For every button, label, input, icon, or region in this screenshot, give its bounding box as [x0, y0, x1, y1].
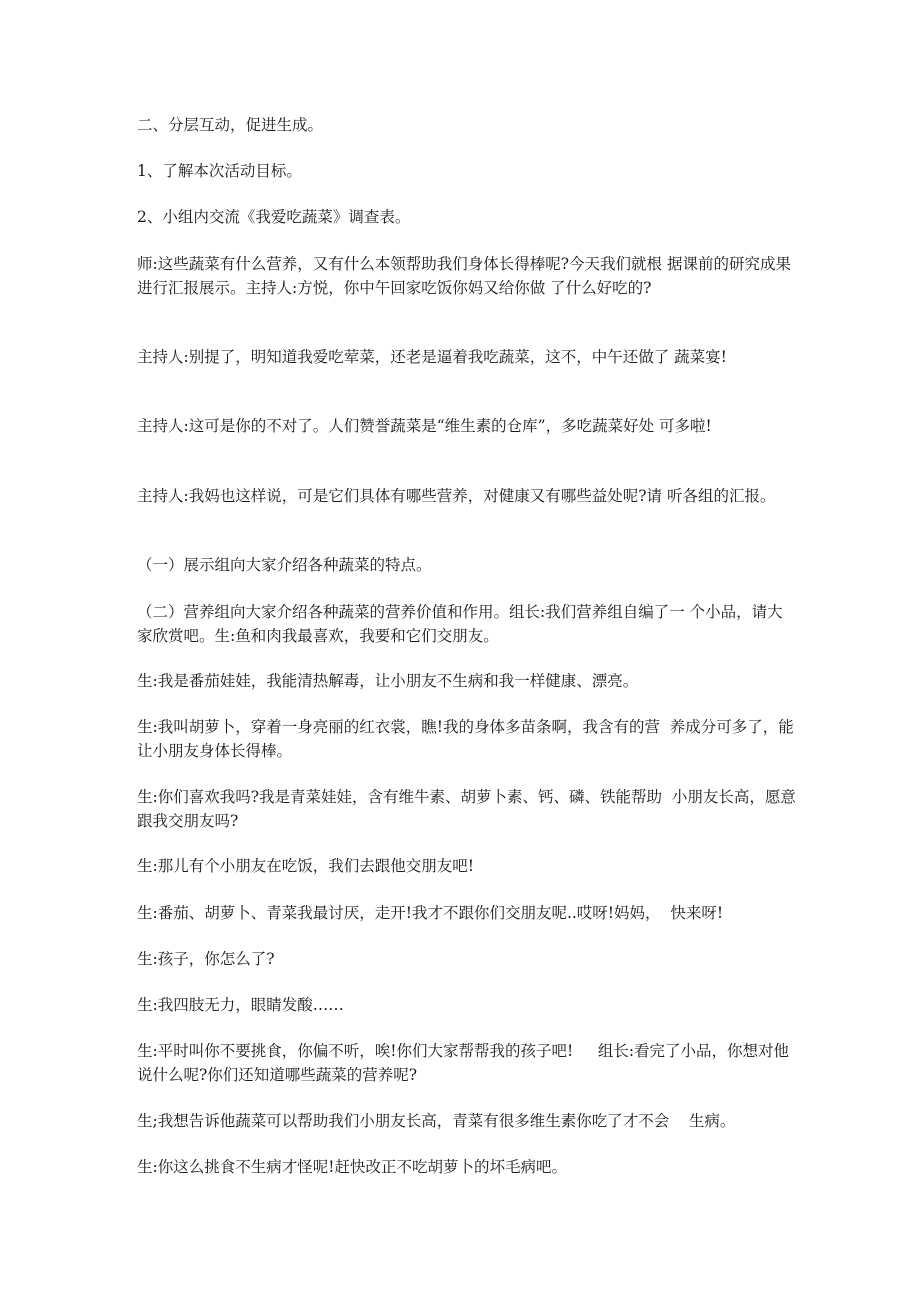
paragraph-friend: 生:那儿有个小朋友在吃饭，我们去跟他交朋友吧! — [137, 857, 474, 875]
paragraph-advice-1: 生;我想告诉他蔬菜可以帮助我们小朋友长高，青菜有很多维生素你吃了才不会 生病。 — [137, 1112, 736, 1130]
paragraph-group-one: （一）展示组向大家介绍各种蔬菜的特点。 — [137, 556, 432, 574]
section-heading: 二、分层互动，促进生成。 — [137, 116, 324, 134]
paragraph-advice-2: 生:你这么挑食不生病才怪呢!赶快改正不吃胡萝卜的坏毛病吧。 — [137, 1158, 567, 1176]
paragraph-tomato: 生:我是番茄娃娃，我能清热解毒，让小朋友不生病和我一样健康、漂亮。 — [137, 672, 639, 690]
paragraph-teacher-intro: 师:这些蔬菜有什么营养，又有什么本领帮助我们身体长得棒呢?今天我们就根 据课前的研究成果进行汇报展示。主持人:方悦，你中午回家吃饭你妈又给你做 了什么好吃的? — [137, 255, 791, 297]
paragraph-host-2: 主持人:这可是你的不对了。人们赞誉蔬菜是“维生素的仓库”，多吃蔬菜好处 可多啦! — [137, 417, 712, 435]
list-item-goal: 1、了解本次活动目标。 — [137, 162, 302, 180]
list-item-survey: 2、小组内交流《我爱吃蔬菜》调查表。 — [137, 208, 411, 226]
paragraph-picky: 生:番茄、胡萝卜、青菜我最讨厌，走开!我才不跟你们交朋友呢..哎呀!妈妈， 快来呀! — [137, 904, 724, 922]
paragraph-mother: 生:平时叫你不要挑食，你偏不听，唉!你们大家帮帮我的孩子吧! 组长:看完了小品，你想对他说什么呢?你们还知道哪些蔬菜的营养呢? — [137, 1042, 790, 1084]
paragraph-child: 生:孩子，你怎么了? — [137, 950, 275, 968]
paragraph-group-two: （二）营养组向大家介绍各种蔬菜的营养价值和作用。组长:我们营养组自编了一 个小品，请大家欣赏吧。生:鱼和肉我最喜欢，我要和它们交朋友。 — [137, 603, 783, 645]
paragraph-greens: 生:你们喜欢我吗?我是青菜娃娃，含有维牛素、胡萝卜素、钙、磷、铁能帮助 小朋友长高，愿意跟我交朋友吗? — [137, 788, 796, 830]
paragraph-host-3: 主持人:我妈也这样说，可是它们具体有哪些营养，对健康又有哪些益处呢?请 听各组的汇报。 — [137, 487, 776, 505]
paragraph-host-1: 主持人:别提了，明知道我爱吃荤菜，还老是逼着我吃蔬菜，这不，中午还做了 蔬菜宴! — [137, 348, 727, 366]
paragraph-carrot: 生:我叫胡萝卜，穿着一身亮丽的红衣裳，瞧!我的身体多苗条啊，我含有的营 养成分可多了，能让小朋友身体长得棒。 — [137, 718, 794, 760]
paragraph-weak: 生:我四肢无力，眼睛发酸…… — [137, 996, 344, 1014]
